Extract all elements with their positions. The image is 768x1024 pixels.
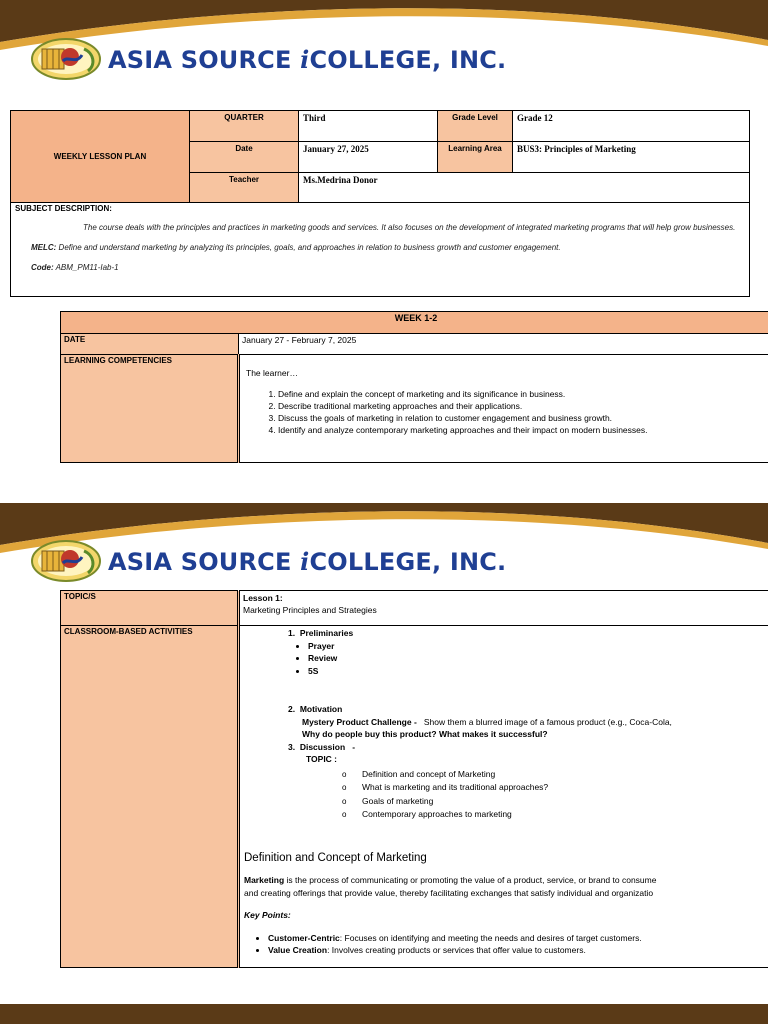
prelim-item: • Prayer (308, 640, 768, 653)
week-date-label: DATE (61, 334, 239, 355)
competency-item: 1. Define and explain the concept of marketing and its significance in business. (278, 388, 768, 400)
lesson-plan-title: WEEKLY LESSON PLAN (11, 111, 190, 203)
grade-level-value: Grade 12 (513, 111, 750, 142)
subject-description-box (10, 203, 750, 297)
subject-description-text: The course deals with the principles and practices in marketing goods and services. It also focuses on the development of integrated marketing programs that will help grow businesses. (83, 223, 736, 232)
competencies-intro: The learner… (246, 368, 298, 378)
discussion-heading: Discussion (299, 741, 346, 752)
section-heading: Definition and Concept of Marketing (244, 851, 427, 864)
mystery-line: Mystery Product Challenge - Show them a blurred image of a famous product (e.g., Coca-Cola, (302, 716, 672, 727)
melc-line: MELC: Define and understand marketing by analyzing its principles, goals, and approaches in relation to business growth and customer engagement. (31, 243, 561, 252)
teacher-label: Teacher (190, 173, 299, 203)
motivation-heading: Motivation (299, 704, 343, 714)
activities-cell: 1. Preliminaries • Prayer • Review • 5S 2. Motivation Mystery Product Challenge - Show them a blurred image of a famous product (e.g., Coca-Cola, Why do people buy this product? What makes it successful? 3. Discussion - TOPIC : o Definition and concept of Marketing o What is marketing and its traditional approaches? o Goals of marketing o Contemporary approaches to marketing Definition and Concept of Marketing Marketing is the process of communicating or promoting the value of a product, service, or brand to consume and creating offerings that provide value, thereby facilitating exchanges that satisfy individual and organizatio Key Points: • Customer-Centric: Focuses on identifying and meeting the needs and desires of target customers. • Value Creation: Involves creating products or services that offer value to customers. (239, 626, 768, 968)
topic-item: o Goals of marketing (342, 795, 768, 809)
college-name: ASIA SOURCE iCOLLEGE, INC. (108, 44, 507, 74)
grade-level-label: Grade Level (438, 111, 513, 142)
key-point-item: • Value Creation: Involves creating products or services that offer value to customers. (268, 944, 768, 957)
date-label: Date (190, 142, 299, 173)
activities-label: CLASSROOM-BASED ACTIVITIES (61, 626, 239, 968)
learning-area-value: BUS3: Principles of Marketing (513, 142, 750, 173)
college-header (30, 37, 506, 81)
week-date-value: January 27 - February 7, 2025 (239, 334, 768, 355)
topics-list (244, 768, 768, 822)
key-points-heading: Key Points: (244, 910, 291, 920)
competencies-cell (239, 355, 768, 463)
key-points-list (248, 932, 768, 957)
lesson-title: Marketing Principles and Strategies (243, 605, 377, 615)
quarter-value: Third (299, 111, 438, 142)
why-line: Why do people buy this product? What makes it successful? (302, 729, 548, 739)
college-header (30, 539, 506, 583)
page-1 (0, 0, 768, 478)
topic-item: o Definition and concept of Marketing (342, 768, 768, 782)
learning-area-label: Learning Area (438, 142, 513, 173)
week-title: WEEK 1-2 (61, 312, 768, 334)
competency-item: 4. Identify and analyze contemporary marketing approaches and their impact on modern businesses. (278, 424, 768, 436)
marketing-definition-cont: and creating offerings that provide value, thereby facilitating exchanges that satisfy individual and organizatio (244, 887, 654, 898)
page-gap (0, 478, 768, 503)
code-line: Code: ABM_PM11-Iab-1 (31, 263, 119, 272)
topics-label: TOPIC/S (61, 591, 239, 626)
prelim-item: • Review (308, 652, 768, 665)
page-2 (0, 503, 768, 1024)
prelim-item: • 5S (308, 665, 768, 678)
college-logo-icon (30, 37, 102, 81)
college-name: ASIA SOURCE iCOLLEGE, INC. (108, 546, 507, 576)
topic-cell (239, 591, 768, 626)
lesson-plan-header-table (10, 110, 750, 203)
topic-subheading: TOPIC : (306, 754, 338, 764)
activities-table (60, 590, 768, 968)
marketing-definition: Marketing is the process of communicating or promoting the value of a product, service, or brand to consume (244, 875, 657, 885)
week-table (60, 311, 768, 463)
topic-item: o Contemporary approaches to marketing (342, 808, 768, 822)
competency-item: 2. Describe traditional marketing approaches and their applications. (278, 400, 768, 412)
competency-item: 3. Discuss the goals of marketing in relation to customer engagement and business growth. (278, 412, 768, 424)
lesson-number: Lesson 1: (243, 593, 283, 603)
college-logo-icon (30, 539, 102, 583)
preliminaries-heading: Preliminaries (299, 628, 354, 638)
quarter-label: QUARTER (190, 111, 299, 142)
topic-item: o What is marketing and its traditional approaches? (342, 781, 768, 795)
bottom-band (0, 1001, 768, 1024)
competencies-label: LEARNING COMPETENCIES (61, 355, 239, 463)
date-value: January 27, 2025 (299, 142, 438, 173)
competencies-list (246, 388, 768, 436)
teacher-value: Ms.Medrina Donor (299, 173, 750, 203)
key-point-item: • Customer-Centric: Focuses on identifying and meeting the needs and desires of target customers. (268, 932, 768, 945)
preliminaries-list (288, 640, 768, 678)
subject-description-title: SUBJECT DESCRIPTION: (15, 204, 112, 213)
